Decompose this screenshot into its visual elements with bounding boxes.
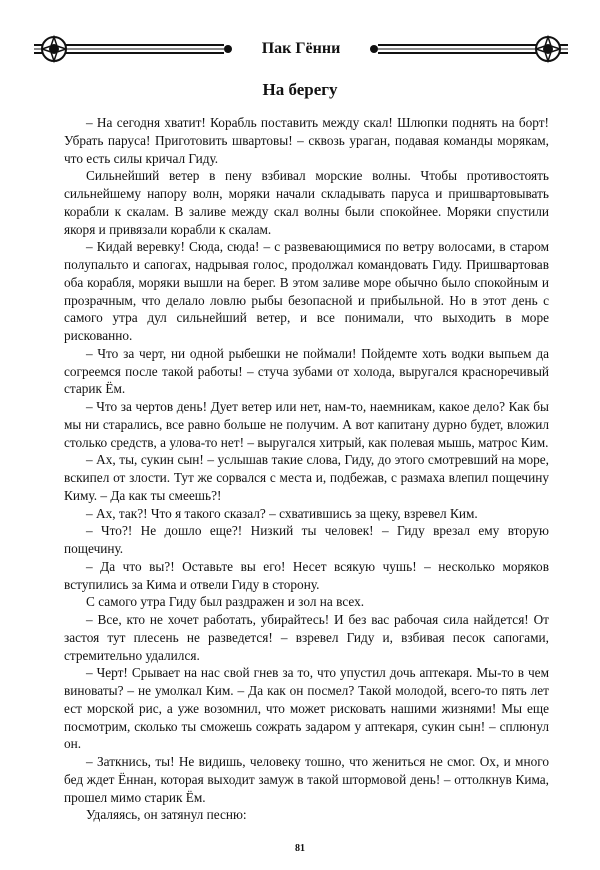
page-number: 81 bbox=[295, 843, 305, 854]
paragraph: – Кидай веревку! Сюда, сюда! – с развевающимися по ветру волосами, в старом полупальто и сапогах, надрывая голос, продолжал командовать Гиду. Пришвартовав оба корабля, моряки вышли на берег. В этом заливе море обычно было спокойным и прозрачным, что делало ловлю рыбы безопасной и прибыльной. Но в этот день с самого утра дул сильнейший ветер, и все понимали, что выходить в море рискованно. bbox=[64, 239, 549, 343]
paragraph: – Ах, так?! Что я такого сказал? – схватившись за щеку, взревел Ким. bbox=[86, 505, 478, 521]
paragraph: – Ах, ты, сукин сын! – услышав такие слова, Гиду, до этого смотревший на море, вскипел от злости. Тут же сорвался с места и, подбежав, с размаха влепил пощечину Киму. – Да как ты смеешь?! bbox=[64, 452, 549, 503]
paragraph: С самого утра Гиду был раздражен и зол на всех. bbox=[86, 594, 365, 610]
chapter-title: На берегу bbox=[262, 80, 338, 99]
paragraph: – На сегодня хватит! Корабль поставить между скал! Шлюпки поднять на борт! Убрать паруса! Приготовить швартовы! – сквозь ураган, подавая команды морякам, что есть силы кричал Гиду. bbox=[64, 115, 549, 166]
paragraph: – Все, кто не хочет работать, убирайтесь! И без вас рабочая сила найдется! От застоя тут плесень не разведется! – взревел Гиду и, взбивая песок сапогами, стремительно удалился. bbox=[64, 612, 549, 663]
paragraph: – Да что вы?! Оставьте вы его! Несет всякую чушь! – несколько моряков вступились за Кима и отвели Гиду в сторону. bbox=[64, 558, 549, 592]
paragraph: – Что?! Не дошло еще?! Низкий ты человек! – Гиду врезал ему вторую пощечину. bbox=[64, 523, 549, 556]
paragraph: Удаляясь, он затянул песню: bbox=[86, 807, 247, 823]
paragraph: Сильнейший ветер в пену взбивал морские волны. Чтобы противостоять сильнейшему напору волн, моряки начали складывать паруса и пришвартовывать корабли к скалам. В заливе между скал волны были спокойнее. Моряки спустили якоря и привязали корабли к скалам. bbox=[64, 168, 549, 237]
author-name: Пак Гённи bbox=[261, 40, 341, 57]
paragraph: – Что за черт, ни одной рыбешки не поймали! Пойдемте хоть водки выпьем да согреемся после такой работы! – стуча зубами от холода, выругался красноречивый старик Ём. bbox=[64, 345, 549, 397]
paragraph: – Черт! Срывает на нас свой гнев за то, что упустил дочь аптекаря. Мы-то в чем виноваты? – не умолкал Ким. – Да как он посмел? Такой молодой, всего-то пять лет ест морской рис, а уже возомнил, что может рисковать нашими жизнями! Мы еще посмотрим, сколько ты сможешь сожрать задаром у аптекаря, сукин сын! – сплюнул он. bbox=[64, 665, 549, 752]
paragraph: – Заткнись, ты! Не видишь, человеку тошно, что жениться не смог. Ох, и много бед ждет Ённан, которая выходит замуж в такой штормовой день! – оттолкнув Кима, прошел мимо старик Ём. bbox=[64, 754, 549, 805]
running-header bbox=[34, 34, 568, 64]
paragraph: – Что за чертов день! Дует ветер или нет, нам-то, наемникам, какое дело? Как бы мы ни старались, все равно больше не получим. А вот капитану дурно будет, вложил столько средств, а улова-то нет! – выругался хитрый, как полевая мышь, матрос Ким. bbox=[64, 399, 549, 450]
body-text bbox=[64, 114, 549, 824]
